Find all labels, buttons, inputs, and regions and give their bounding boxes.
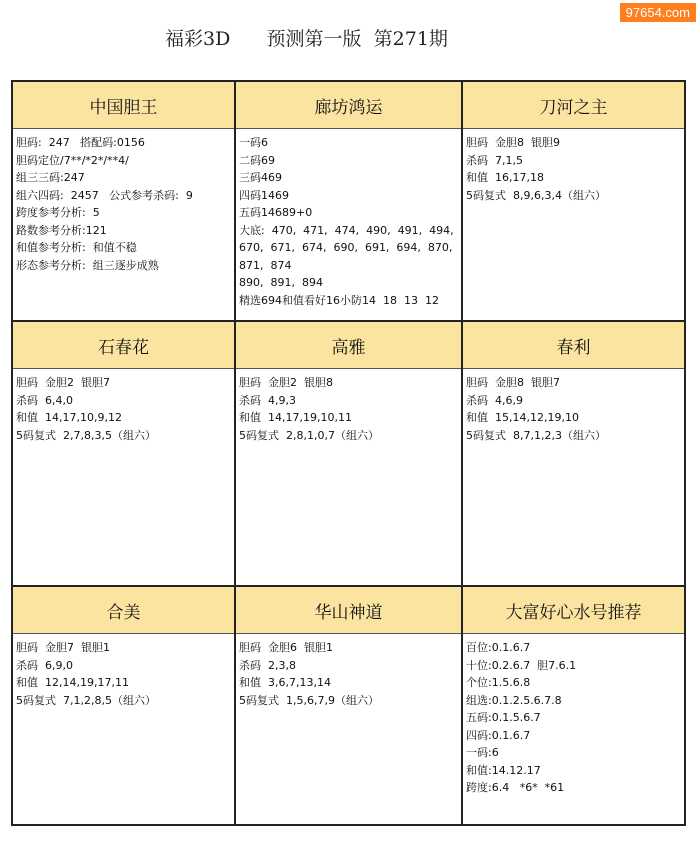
cell-title: 华山神道	[236, 587, 461, 634]
cell-title: 春利	[463, 322, 684, 369]
content-line: 二码69	[239, 153, 275, 167]
cell-content	[463, 369, 684, 444]
cell-content	[236, 369, 461, 444]
content-line: 路数参考分析:121	[16, 223, 107, 237]
cell-content	[236, 634, 461, 709]
content-line: 杀码 6,9,0	[16, 658, 73, 672]
content-line: 5码复式 8,9,6,3,4（组六）	[466, 188, 606, 202]
content-line: 十位:0.2.6.7 胆7.6.1	[466, 658, 577, 672]
cell-content	[236, 129, 461, 309]
content-line: 和值 12,14,19,17,11	[16, 676, 129, 689]
content-line: 和值 16,17,18	[466, 171, 544, 184]
cell-content	[463, 634, 684, 797]
content-line: 大底: 470, 471, 474, 490, 491, 494,	[239, 223, 454, 237]
content-line: 五码:0.1.5.6.7	[466, 711, 541, 724]
content-line: 和值 15,14,12,19,10	[466, 411, 579, 424]
cell-huashan-shendao	[236, 587, 463, 824]
content-line: 杀码 6,4,0	[16, 393, 73, 407]
cell-content	[13, 129, 234, 274]
content-line: 和值 14,17,10,9,12	[16, 411, 122, 424]
content-line: 和值参考分析: 和值不稳	[16, 241, 137, 254]
content-line: 胆码 金胆6 银胆1	[239, 641, 333, 654]
cell-daohe-zhizhu	[463, 82, 684, 322]
content-line: 胆码 金胆8 银胆7	[466, 376, 560, 389]
content-line: 跨度参考分析: 5	[16, 206, 100, 219]
cell-gaoya	[236, 322, 463, 587]
cell-title: 大富好心水号推荐	[463, 587, 684, 634]
cell-content	[463, 129, 684, 204]
content-line: 杀码 2,3,8	[239, 658, 296, 672]
cell-title: 石春花	[13, 322, 234, 369]
content-line: 5码复式 7,1,2,8,5（组六）	[16, 693, 156, 707]
cell-langfang-hongyun	[236, 82, 463, 322]
cell-title: 中国胆王	[13, 82, 234, 129]
content-line: 5码复式 2,8,1,0,7（组六）	[239, 428, 379, 442]
content-line: 组选:0.1.2.5.6.7.8	[466, 693, 562, 707]
content-line: 和值 3,6,7,13,14	[239, 676, 331, 689]
content-line: 胆码定位/7**/*2*/**4/	[16, 153, 129, 167]
content-line: 890, 891, 894	[239, 276, 323, 289]
content-line: 形态参考分析: 组三逐步成熟	[16, 258, 159, 272]
cell-title: 刀河之主	[463, 82, 684, 129]
cell-zhongguo-danwang	[13, 82, 236, 322]
content-line: 百位:0.1.6.7	[466, 641, 531, 654]
content-line: 670, 671, 674, 690, 691, 694, 870,	[239, 241, 453, 254]
content-line: 胆码: 247 搭配码:0156	[16, 136, 145, 149]
content-line: 四码:0.1.6.7	[466, 728, 531, 742]
content-line: 跨度:6.4 *6* *61	[466, 781, 565, 794]
content-line: 胆码 金胆2 银胆7	[16, 376, 110, 389]
cell-title: 高雅	[236, 322, 461, 369]
cell-shi-chunhua	[13, 322, 236, 587]
content-line: 个位:1.5.6.8	[466, 676, 531, 689]
content-line: 胆码 金胆7 银胆1	[16, 641, 110, 654]
content-line: 871, 874	[239, 258, 292, 272]
content-line: 杀码 4,6,9	[466, 393, 523, 407]
cell-hemei	[13, 587, 236, 824]
content-line: 和值 14,17,19,10,11	[239, 411, 352, 424]
content-line: 胆码 金胆8 银胆9	[466, 136, 560, 149]
page-title: 福彩3D 预测第一版 第271期	[165, 28, 448, 50]
content-line: 一码6	[239, 136, 268, 149]
content-line: 四码1469	[239, 188, 289, 202]
cell-title: 合美	[13, 587, 234, 634]
cell-chunli	[463, 322, 684, 587]
cell-content	[13, 369, 234, 444]
content-line: 5码复式 1,5,6,7,9（组六）	[239, 693, 379, 707]
content-line: 和值:14.12.17	[466, 763, 541, 777]
prediction-table	[11, 80, 686, 826]
cell-content	[13, 634, 234, 709]
content-line: 组六四码: 2457 公式参考杀码: 9	[16, 188, 193, 202]
content-line: 精选694和值看好16小防14 18 13 12	[239, 293, 439, 307]
content-line: 5码复式 8,7,1,2,3（组六）	[466, 428, 606, 442]
content-line: 组三三码:247	[16, 171, 85, 184]
cell-dafu-haoxinshui	[463, 587, 684, 824]
content-line: 杀码 7,1,5	[466, 153, 523, 167]
content-line: 三码469	[239, 171, 282, 184]
content-line: 五码14689+0	[239, 206, 313, 219]
site-watermark: 97654.com	[620, 3, 696, 22]
content-line: 一码:6	[466, 746, 499, 759]
content-line: 杀码 4,9,3	[239, 393, 296, 407]
cell-title: 廊坊鸿运	[236, 82, 461, 129]
content-line: 5码复式 2,7,8,3,5（组六）	[16, 428, 156, 442]
content-line: 胆码 金胆2 银胆8	[239, 376, 333, 389]
